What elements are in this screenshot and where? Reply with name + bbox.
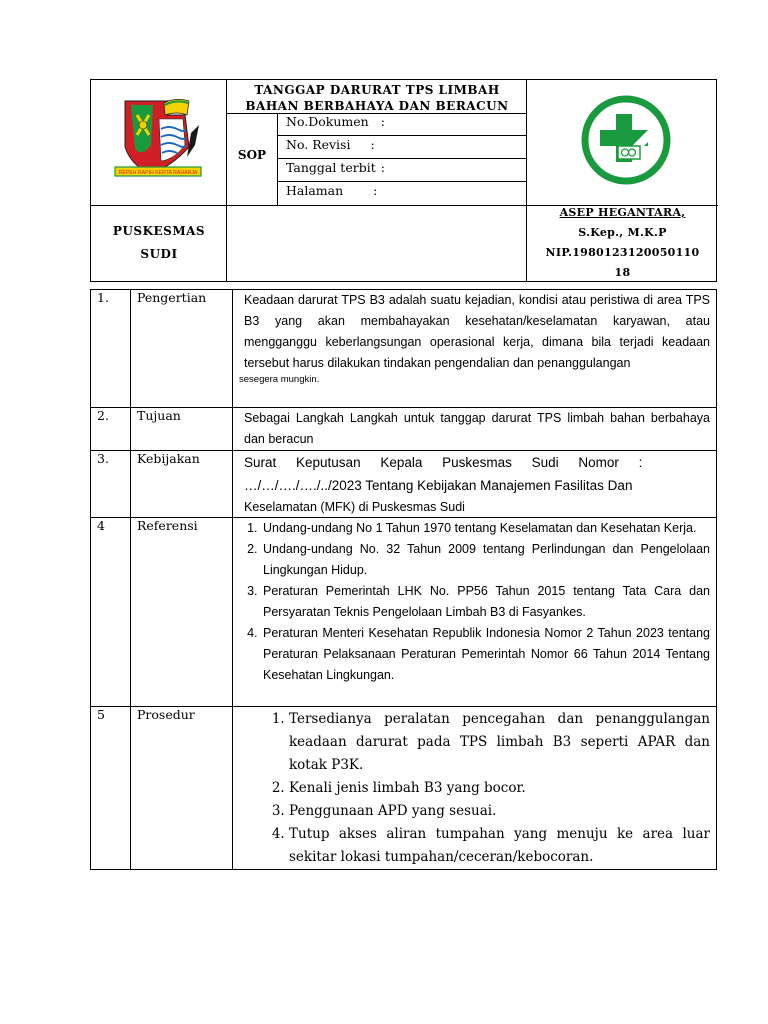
list-item: 1. Undang-undang No 1 Tahun 1970 tentang Keselamatan dan Kesehatan Kerja. (261, 518, 710, 539)
meta-tanggal-terbit: Tanggal terbit : (286, 160, 385, 175)
row-content (233, 707, 717, 870)
row-number: 3. (91, 451, 131, 518)
meta-no-dokumen: No.Dokumen : (286, 114, 385, 129)
document-header (90, 79, 717, 282)
divider (277, 158, 526, 159)
divider (277, 181, 526, 182)
table-row (91, 518, 717, 707)
referensi-list (233, 518, 710, 686)
list-item: 2. Undang-undang No. 32 Tahun 2009 tentang Perlindungan dan Pengelolaan Lingkungan Hidup. (261, 539, 710, 581)
row-label: Referensi (131, 518, 233, 707)
row-label: Kebijakan (131, 451, 233, 518)
document-title: TANGGAP DARURAT TPS LIMBAH BAHAN BERBAHAYA DAN BERACUN (245, 83, 509, 113)
signatory-block: ASEP HEGANTARA, S.Kep., M.K.P NIP.1980123120050110 18 (545, 206, 700, 279)
pengertian-note: sesegera mungkin. (239, 374, 320, 385)
organization-name: PUSKESMAS SUDI (112, 224, 206, 261)
row-content (233, 290, 717, 408)
kebijakan-line-1: Surat Keputusan Kepala Puskesmas Sudi Nomor : (244, 455, 643, 470)
row-content (233, 408, 717, 451)
tujuan-text: Sebagai Langkah Langkah untuk tanggap darurat TPS limbah bahan berbahaya dan beracun (244, 411, 710, 446)
row-number: 4 (91, 518, 131, 707)
puskesmas-logo (580, 94, 672, 186)
row-content (233, 518, 717, 707)
list-item: 4. Peraturan Menteri Kesehatan Republik Indonesia Nomor 2 Tahun 2023 tentang Peraturan Pelaksanaan Peraturan Pemerintah Nomor 66 Tahun 2014 Tentang Kesehatan Lingkungan. (261, 623, 710, 686)
list-item: 4. Tutup akses aliran tumpahan yang menuju ke area luar sekitar lokasi tumpahan/ceceran/kebocoran. (289, 823, 710, 869)
sop-content-table (90, 289, 717, 870)
pengertian-text: Keadaan darurat TPS B3 adalah suatu kejadian, kondisi atau peristiwa di area TPS B3 yang akan membahayakan kesehatan/keselamatan karyawan, atau mengganggu keberlangsungan operasional kerja, dimana bila terjadi keadaan tersebut harus dilakukan tindakan pengendalian dan penanggulangan (244, 293, 710, 370)
row-label: Tujuan (131, 408, 233, 451)
list-item: 3. Peraturan Pemerintah LHK No. PP56 Tahun 2015 tentang Tata Cara dan Persyaratan Teknis Pengelolaan Limbah B3 di Fasyankes. (261, 581, 710, 623)
table-row (91, 451, 717, 518)
table-row (91, 408, 717, 451)
row-label: Pengertian (131, 290, 233, 408)
row-number: 1. (91, 290, 131, 408)
emblem-motto: REPEH RAPIH KERTA RAHARJA (118, 170, 198, 176)
prosedur-list (233, 708, 710, 869)
divider (277, 113, 278, 205)
row-number: 2. (91, 408, 131, 451)
table-row (91, 707, 717, 870)
list-item: 1. Tersedianya peralatan pencegahan dan penanggulangan keadaan darurat pada TPS limbah B3 seperti APAR dan kotak P3K. (289, 708, 710, 777)
divider (277, 135, 526, 136)
meta-halaman: Halaman : (286, 183, 378, 198)
regency-emblem-logo (109, 95, 209, 181)
list-item: 2. Kenali jenis limbah B3 yang bocor. (289, 777, 710, 800)
list-item: 3. Penggunaan APD yang sesuai. (289, 800, 710, 823)
row-number: 5 (91, 707, 131, 870)
row-label: Prosedur (131, 707, 233, 870)
kebijakan-line-2: …/…/…./…./../2023 Tentang Kebijakan Manajemen Fasilitas Dan (244, 478, 633, 493)
meta-no-revisi: No. Revisi : (286, 137, 375, 152)
sop-label: SOP (237, 148, 267, 162)
table-row (91, 290, 717, 408)
kebijakan-line-3: Keselamatan (MFK) di Puskesmas Sudi (244, 500, 465, 514)
row-content (233, 451, 717, 518)
